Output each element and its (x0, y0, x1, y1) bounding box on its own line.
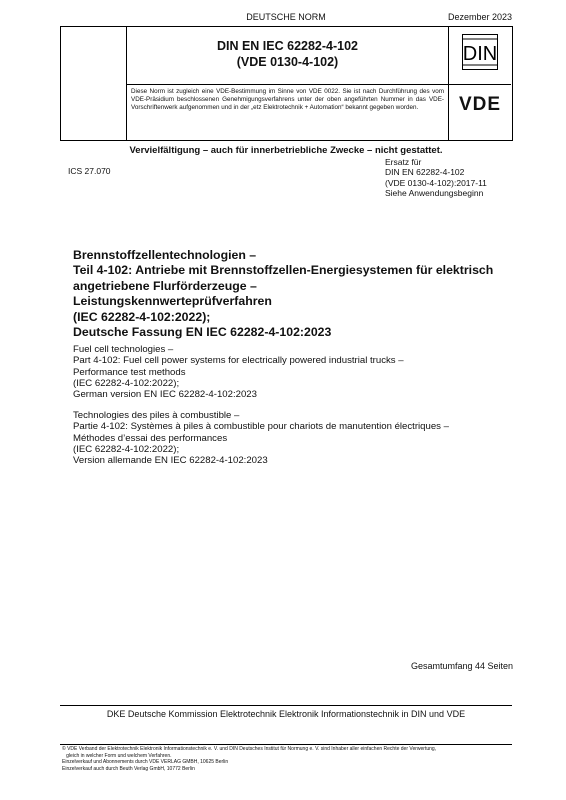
document-number: DIN EN IEC 62282-4-102 (216, 39, 359, 53)
top-header-bar (60, 10, 512, 27)
standard-type: DEUTSCHE NORM (246, 12, 326, 22)
title-en-line: (IEC 62282-4-102:2022); (73, 377, 180, 389)
title-de-line: (IEC 62282-4-102:2022); (73, 309, 211, 324)
title-fr-line: (IEC 62282-4-102:2022); (73, 443, 180, 455)
title-de-line: Teil 4-102: Antriebe mit Brennstoffzellen-Energiesystemen für elektrisch (73, 263, 494, 278)
title-en-line: Part 4-102: Fuel cell power systems for electrically powered industrial trucks – (73, 355, 404, 367)
frame-divider-right (448, 26, 449, 140)
title-french (73, 410, 513, 466)
title-fr-line: Méthodes d’essai des performances (73, 432, 228, 444)
din-logo-text: DIN (462, 43, 498, 65)
replaces-line: DIN EN 62282-4-102 (385, 167, 465, 178)
title-en-line: Fuel cell technologies – (73, 344, 174, 355)
title-de-line: angetriebene Flurförderzeuge – (73, 278, 257, 293)
vde-notice: Diese Norm ist zugleich eine VDE-Bestimmung im Sinne von VDE 0022. Sie ist nach Durchführung des vom VDE-Präsidium beschlossenen Genehmigungsverfahrens unter der oben angeführten Nummer in das VDE-Vorschriftenwerk aufgenommen und in der „etz Elektrotechnik + Automation“ bekannt gegeben worden. (131, 88, 444, 112)
replaces-line: Ersatz für (385, 157, 422, 167)
frame-divider-horizontal (127, 84, 511, 85)
vde-number: (VDE 0130-4-102) (236, 55, 339, 69)
committee-divider (60, 705, 512, 706)
copyright-line: Einzelverkauf und Abonnements durch VDE VERLAG GMBH, 10625 Berlin (62, 759, 229, 766)
copyright-line: Einzelverkauf auch durch Beuth Verlag GmbH, 10772 Berlin (62, 765, 195, 772)
copyright-divider (60, 744, 512, 745)
title-english (73, 344, 513, 400)
committee-name: DKE Deutsche Kommission Elektrotechnik Elektronik Informationstechnik in DIN und VDE (106, 709, 466, 719)
ics-code: ICS 27.070 (68, 166, 111, 176)
replaces-line: Siehe Anwendungsbeginn (385, 188, 484, 199)
title-en-line: Performance test methods (73, 366, 186, 378)
title-fr-line: Partie 4-102: Systèmes à piles à combustible pour chariots de manutention électriques – (73, 421, 449, 433)
din-logo (462, 34, 498, 70)
document-number-block (127, 38, 448, 70)
title-fr-line: Version allemande EN IEC 62282-4-102:2023 (73, 455, 268, 467)
reproduction-notice: Vervielfältigung – auch für innerbetriebliche Zwecke – nicht gestattet. (129, 145, 443, 156)
replaces-block (385, 157, 487, 199)
title-de-line: Brennstoffzellentechnologien – (73, 248, 257, 262)
title-de-line: Deutsche Fassung EN IEC 62282-4-102:2023 (73, 325, 332, 340)
copyright-block (62, 746, 512, 772)
title-en-line: German version EN IEC 62282-4-102:2023 (73, 389, 257, 401)
vde-logo: VDE (458, 94, 502, 115)
replaces-line: (VDE 0130-4-102):2017-11 (385, 177, 487, 188)
copyright-line: gleich in welcher Form und welchem Verfahren. (62, 752, 172, 759)
title-de-line: Leistungskennwerteprüfverfahren (73, 294, 272, 309)
issue-date: Dezember 2023 (447, 12, 512, 22)
copyright-line: © VDE Verband der Elektrotechnik Elektronik Informationstechnik e. V. und DIN Deutsches Institut für Normung e. V. sind Inhaber aller einfachen Rechte der Verwertung, (62, 746, 437, 752)
title-fr-line: Technologies des piles à combustible – (73, 410, 240, 421)
title-german (73, 248, 513, 340)
total-pages: Gesamtumfang 44 Seiten (410, 661, 513, 671)
